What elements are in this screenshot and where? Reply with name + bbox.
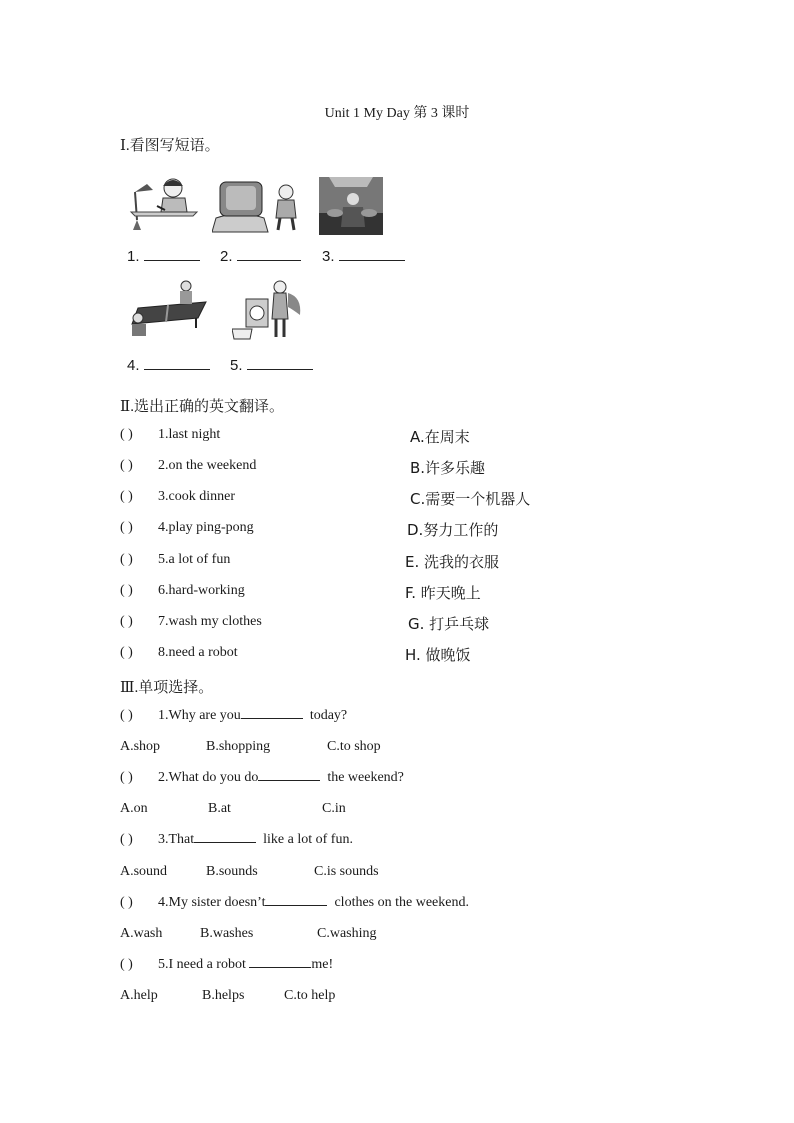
match-a-chinese: A.在周末	[410, 428, 470, 446]
choice-1-text-start: 1.Why are you	[158, 708, 241, 723]
match-8-english: 8.need a robot	[158, 645, 238, 660]
choice-2-blank[interactable]	[258, 780, 320, 781]
match-c-chinese: C.需要一个机器人	[410, 490, 531, 508]
choice-1-option-a[interactable]: A.shop	[120, 739, 161, 754]
choice-4-blank[interactable]	[265, 905, 327, 906]
choice-1-text-end: today?	[309, 708, 348, 723]
picture-1-label	[127, 248, 200, 265]
section-3-heading: Ⅲ.单项选择。	[120, 680, 214, 696]
choice-4-option-a[interactable]: A.wash	[120, 926, 163, 941]
choice-5-blank[interactable]	[249, 967, 311, 968]
choice-1-option-c[interactable]: C.to shop	[327, 739, 381, 754]
picture-5-washing	[232, 279, 308, 341]
picture-4-ping-pong	[128, 280, 208, 338]
match-3-paren[interactable]: ( )	[120, 489, 133, 504]
match-f-chinese: F. 昨天晚上	[405, 584, 481, 602]
choice-5-option-c[interactable]: C.to help	[284, 988, 336, 1003]
choice-4-text-end: clothes on the weekend.	[334, 895, 469, 910]
match-4-english: 4.play ping-pong	[158, 520, 254, 535]
choice-1-blank[interactable]	[241, 718, 303, 719]
choice-2-paren[interactable]: ( )	[120, 770, 133, 785]
match-6-english: 6.hard-working	[158, 583, 245, 598]
picture-1-homework	[127, 172, 199, 232]
choice-1-question	[158, 708, 347, 724]
match-6-paren[interactable]: ( )	[120, 583, 133, 598]
picture-5-number: 5.	[230, 357, 243, 374]
choice-5-paren[interactable]: ( )	[120, 957, 133, 972]
choice-3-option-a[interactable]: A.sound	[120, 864, 168, 879]
choice-5-question	[158, 957, 333, 973]
choice-4-option-b[interactable]: B.washes	[200, 926, 254, 941]
picture-4-label	[127, 357, 210, 374]
match-2-english: 2.on the weekend	[158, 458, 257, 473]
match-3-english: 3.cook dinner	[158, 489, 235, 504]
match-1-english: 1.last night	[158, 427, 221, 442]
choice-4-paren[interactable]: ( )	[120, 895, 133, 910]
picture-1-number: 1.	[127, 248, 140, 265]
choice-4-question	[158, 895, 469, 911]
picture-2-answer-blank[interactable]	[237, 260, 301, 261]
picture-1-answer-blank[interactable]	[144, 260, 200, 261]
choice-5-option-a[interactable]: A.help	[120, 988, 158, 1003]
picture-2-label	[220, 248, 301, 265]
match-b-chinese: B.许多乐趣	[410, 459, 486, 477]
choice-3-option-c[interactable]: C.is sounds	[314, 864, 379, 879]
choice-2-text-end: the weekend?	[327, 770, 404, 785]
picture-2-number: 2.	[220, 248, 233, 265]
picture-2-tv	[212, 178, 302, 234]
match-h-chinese: H. 做晚饭	[405, 646, 471, 664]
choice-3-question	[158, 832, 353, 848]
match-d-chinese: D.努力工作的	[407, 521, 499, 539]
match-7-english: 7.wash my clothes	[158, 614, 262, 629]
picture-4-number: 4.	[127, 357, 140, 374]
match-5-paren[interactable]: ( )	[120, 552, 133, 567]
choice-3-blank[interactable]	[194, 842, 256, 843]
picture-3-cooking	[319, 177, 383, 235]
choice-2-option-c[interactable]: C.in	[322, 801, 346, 816]
match-g-chinese: G. 打乒乓球	[408, 615, 490, 633]
choice-5-text-end: me!	[311, 957, 334, 972]
choice-4-option-c[interactable]: C.washing	[317, 926, 377, 941]
section-2-heading: Ⅱ.选出正确的英文翻译。	[120, 399, 284, 415]
match-5-english: 5.a lot of fun	[158, 552, 231, 567]
choice-2-question	[158, 770, 404, 786]
choice-3-text-end: like a lot of fun.	[263, 832, 353, 847]
choice-4-text-start: 4.My sister doesn’t	[158, 895, 266, 910]
match-4-paren[interactable]: ( )	[120, 520, 133, 535]
picture-3-label	[322, 248, 405, 265]
section-1-heading: Ⅰ.看图写短语。	[120, 138, 220, 154]
choice-1-paren[interactable]: ( )	[120, 708, 133, 723]
picture-4-answer-blank[interactable]	[144, 369, 210, 370]
choice-5-option-b[interactable]: B.helps	[202, 988, 245, 1003]
choice-3-text-start: 3.That	[158, 832, 195, 847]
choice-2-option-b[interactable]: B.at	[208, 801, 231, 816]
choice-5-text-start: 5.I need a robot	[158, 957, 246, 972]
match-7-paren[interactable]: ( )	[120, 614, 133, 629]
match-2-paren[interactable]: ( )	[120, 458, 133, 473]
match-e-chinese: E. 洗我的衣服	[405, 553, 500, 571]
match-8-paren[interactable]: ( )	[120, 645, 133, 660]
picture-5-label	[230, 357, 313, 374]
match-1-paren[interactable]: ( )	[120, 427, 133, 442]
choice-1-option-b[interactable]: B.shopping	[206, 739, 271, 754]
choice-2-text-start: 2.What do you do	[158, 770, 259, 785]
choice-3-option-b[interactable]: B.sounds	[206, 864, 258, 879]
choice-3-paren[interactable]: ( )	[120, 832, 133, 847]
page-title: Unit 1 My Day 第 3 课时	[324, 106, 470, 121]
picture-3-number: 3.	[322, 248, 335, 265]
picture-5-answer-blank[interactable]	[247, 369, 313, 370]
choice-2-option-a[interactable]: A.on	[120, 801, 148, 816]
picture-3-answer-blank[interactable]	[339, 260, 405, 261]
